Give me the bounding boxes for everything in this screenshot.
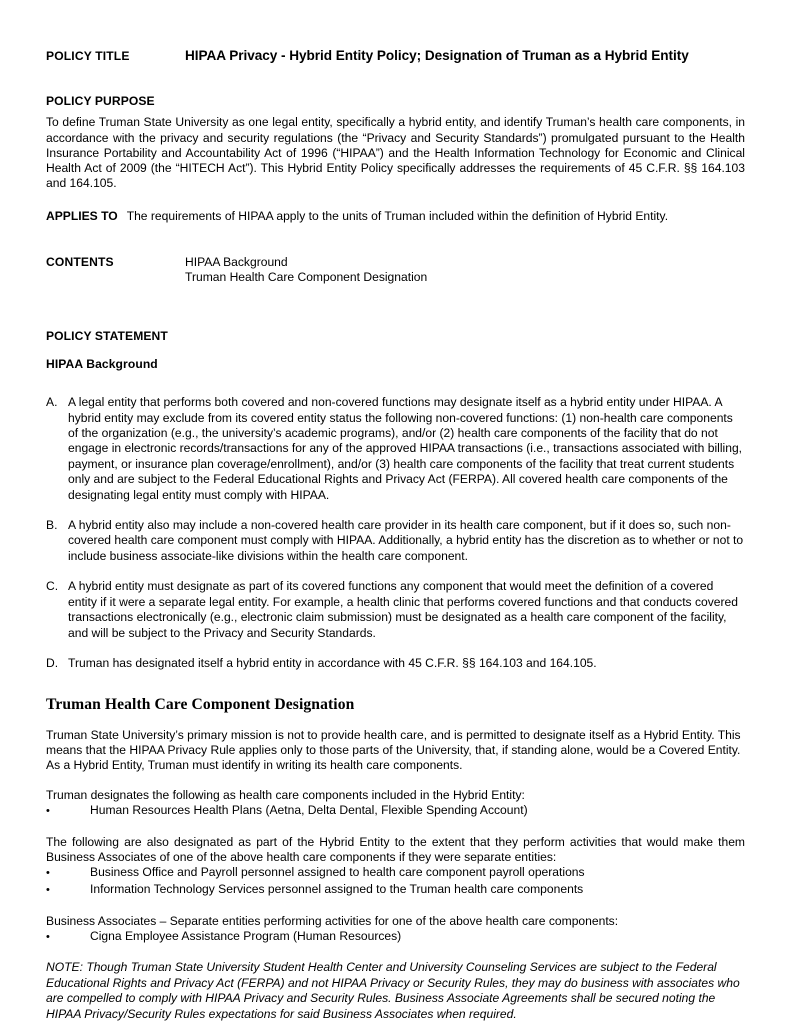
spacer (46, 899, 745, 914)
component-bullet-item (46, 803, 745, 820)
spacer (46, 641, 745, 656)
bullet-icon: • (46, 805, 50, 818)
business-associate-bullet-item (46, 882, 745, 899)
policy-title-label: POLICY TITLE (46, 49, 130, 63)
applies-to-text: The requirements of HIPAA apply to the units of Truman included within the definition of Hybrid Entity. (126, 209, 669, 224)
spacer (46, 945, 745, 960)
spacer (46, 503, 745, 518)
designation-heading: Truman Health Care Component Designation (46, 696, 355, 714)
contents-label: CONTENTS (46, 254, 114, 269)
lettered-item-b (46, 518, 745, 564)
business-associate-bullet-item (46, 865, 745, 882)
spacer (46, 191, 745, 209)
separate-entity-bullet-item (46, 929, 745, 946)
spacer (46, 225, 745, 255)
lettered-item-c (46, 579, 745, 641)
note-text: NOTE: Though Truman State University Student Health Center and University Counseling Services are subject to the Federal Educational Rights and Privacy Act (FERPA) and not HIPAA Privacy or Security Rules, they may do business with associates who are compelled to comply with HIPAA Privacy and Security Rules. Business Associate Agreements shall be secured noting the HIPAA Privacy/Security Rules expectations for said Business Associates when required. (46, 960, 740, 1021)
list-marker: A. (46, 395, 58, 410)
list-text: A hybrid entity also may include a non-covered health care provider in its health care component, but if it does so, such non-covered health care component must comply with HIPAA. Additionally, a hybrid entity has the discretion as to whether or not to include business associate-like divisions within the health care component. (68, 518, 744, 563)
spacer (46, 64, 745, 94)
list-text: Truman has designated itself a hybrid entity in accordance with 45 C.F.R. §§ 164.103 and 164.105. (68, 655, 597, 670)
spacer (46, 820, 745, 835)
list-marker: C. (46, 579, 59, 594)
list-text: A hybrid entity must designate as part of its covered functions any component that would meet the definition of a covered entity if it were a separate legal entity. For example, a health clinic that performs covered functions and that conducts covered transactions electronically (e.g., electronic claim submission) must be designated as a health care component of the facility, and will be subject to the Privacy and Security Standards. (68, 579, 738, 640)
business-associates-intro-text: The following are also designated as part of the Hybrid Entity to the extent that they perform activities that would make them Business Associates of one of the above health care components if they were separate entities: (46, 834, 745, 865)
policy-title-row (46, 48, 745, 64)
designation-intro-text: Truman State University’s primary mission is not to provide health care, and is permitted to designate itself as a Hybrid Entity. This means that the HIPAA Privacy Rule applies only to those parts of the University, that, if standing alone, would be a Covered Entity. As a Hybrid Entity, Truman must identify in writing its health care components. (46, 727, 741, 772)
spacer (46, 564, 745, 579)
applies-to-label: APPLIES TO (46, 209, 118, 224)
spacer (46, 286, 745, 316)
bullet-label: Business Office and Payroll personnel assigned to health care component payroll operations (90, 865, 585, 880)
bullet-label: Cigna Employee Assistance Program (Human Resources) (90, 928, 402, 943)
bullet-icon: • (46, 930, 50, 943)
policy-statement-heading: POLICY STATEMENT (46, 328, 168, 343)
list-marker: B. (46, 518, 58, 533)
spacer (46, 344, 745, 357)
bullet-icon: • (46, 883, 50, 896)
bullet-label: Information Technology Services personnel assigned to the Truman health care components (90, 881, 584, 896)
hipaa-background-heading: HIPAA Background (46, 357, 158, 372)
policy-purpose-heading: POLICY PURPOSE (46, 94, 155, 109)
contents-row (46, 255, 745, 286)
separate-entities-intro-text: Business Associates – Separate entities performing activities for one of the above health care components: (46, 913, 619, 928)
spacer (46, 773, 745, 788)
bullet-label: Human Resources Health Plans (Aetna, Delta Dental, Flexible Spending Account) (90, 803, 528, 818)
contents-items (185, 255, 745, 286)
spacer (46, 713, 745, 728)
list-text: A legal entity that performs both covered and non-covered functions may designate itself as a hybrid entity under HIPAA. A hybrid entity may exclude from its covered entity status the following non-covered functions: (1) non-health care components of the organization (e.g., the university’s academic programs), and/or (2) health care components of the facility that do not engage in electronic records/transactions for any of the approved HIPAA transactions (i.e., transactions associated with billing, payment, or insurance plan coverage/enrollment), and/or (3) health care components of the facility that treat current students only and are subject to the Federal Educational Rights and Privacy Act (FERPA). All covered health care components of the designating legal entity must comply with HIPAA. (68, 395, 743, 502)
components-intro-text: Truman designates the following as health care components included in the Hybrid Entity: (46, 788, 525, 803)
bullet-icon: • (46, 867, 50, 880)
lettered-item-d (46, 656, 745, 671)
lettered-item-a (46, 395, 745, 503)
document-body (46, 48, 745, 1022)
applies-to-row (46, 209, 745, 224)
spacer (46, 316, 745, 329)
contents-item: Truman Health Care Component Designation (185, 270, 428, 285)
policy-title-value: HIPAA Privacy - Hybrid Entity Policy; Designation of Truman as a Hybrid Entity (185, 48, 689, 63)
list-marker: D. (46, 655, 59, 670)
contents-item: HIPAA Background (185, 254, 288, 269)
spacer (46, 372, 745, 395)
policy-purpose-text: To define Truman State University as one legal entity, specifically a hybrid entity, and identify Truman’s health care components, in accordance with the privacy and security regulations (the “Privacy and Security Standards”) promulgated pursuant to the Health Insurance Portability and Accountability Act of 1996 (“HIPAA”) and the Health Information Technology for Economic and Clinical Health Act of 2009 (the “HITECH Act”). This Hybrid Entity Policy specifically addresses the requirements of 45 C.F.R. §§ 164.103 and 164.105. (46, 115, 745, 191)
spacer (46, 671, 745, 697)
